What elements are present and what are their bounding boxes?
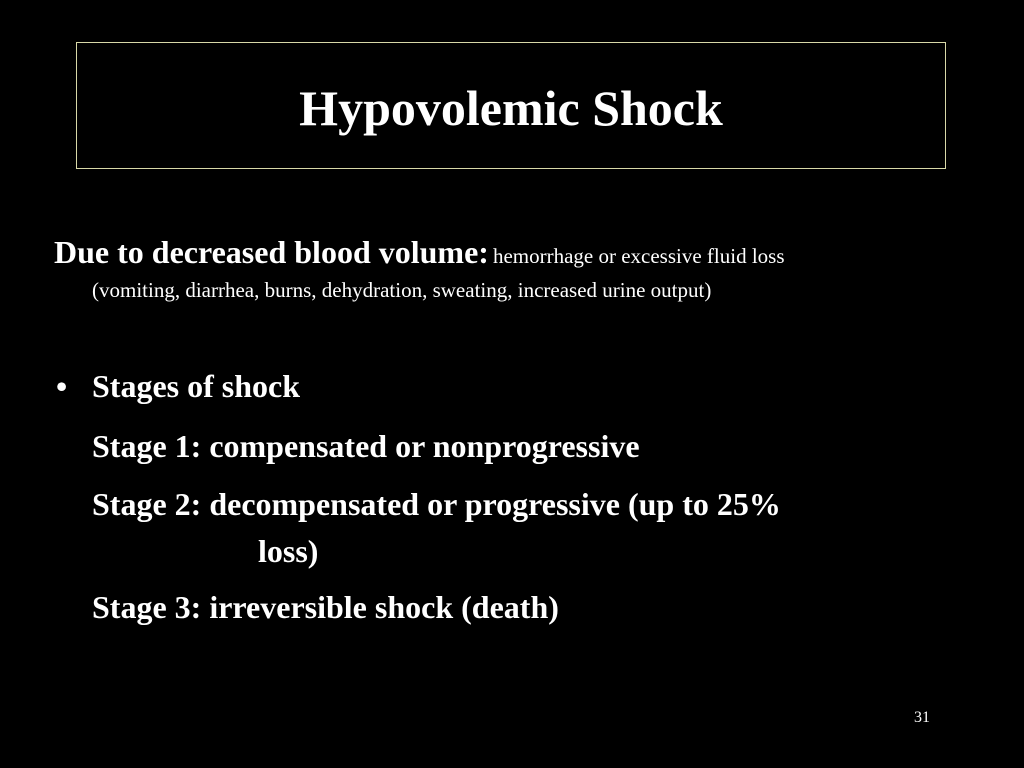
stage-1-line: Stage 1: compensated or nonprogressive (92, 428, 640, 464)
bullet-item-stages (56, 368, 300, 405)
intro-lead-text: Due to decreased blood volume: (54, 234, 489, 270)
title-frame (76, 42, 946, 169)
bullet-icon: • (56, 368, 68, 404)
page-number: 31 (914, 709, 930, 726)
intro-detail-text: hemorrhage or excessive fluid loss (492, 244, 785, 268)
slide-title: Hypovolemic Shock (299, 79, 723, 136)
stage-2-continuation: loss) (258, 533, 319, 569)
stage-2-line: Stage 2: decompensated or progressive (up to 25% (92, 486, 781, 522)
stage-3-line: Stage 3: irreversible shock (death) (92, 589, 559, 625)
intro-line (54, 233, 974, 278)
intro-detail-continuation: (vomiting, diarrhea, burns, dehydration, sweating, increased urine output) (92, 278, 712, 302)
bullet-label: Stages of shock (92, 368, 301, 404)
intro-paragraph (54, 233, 974, 302)
